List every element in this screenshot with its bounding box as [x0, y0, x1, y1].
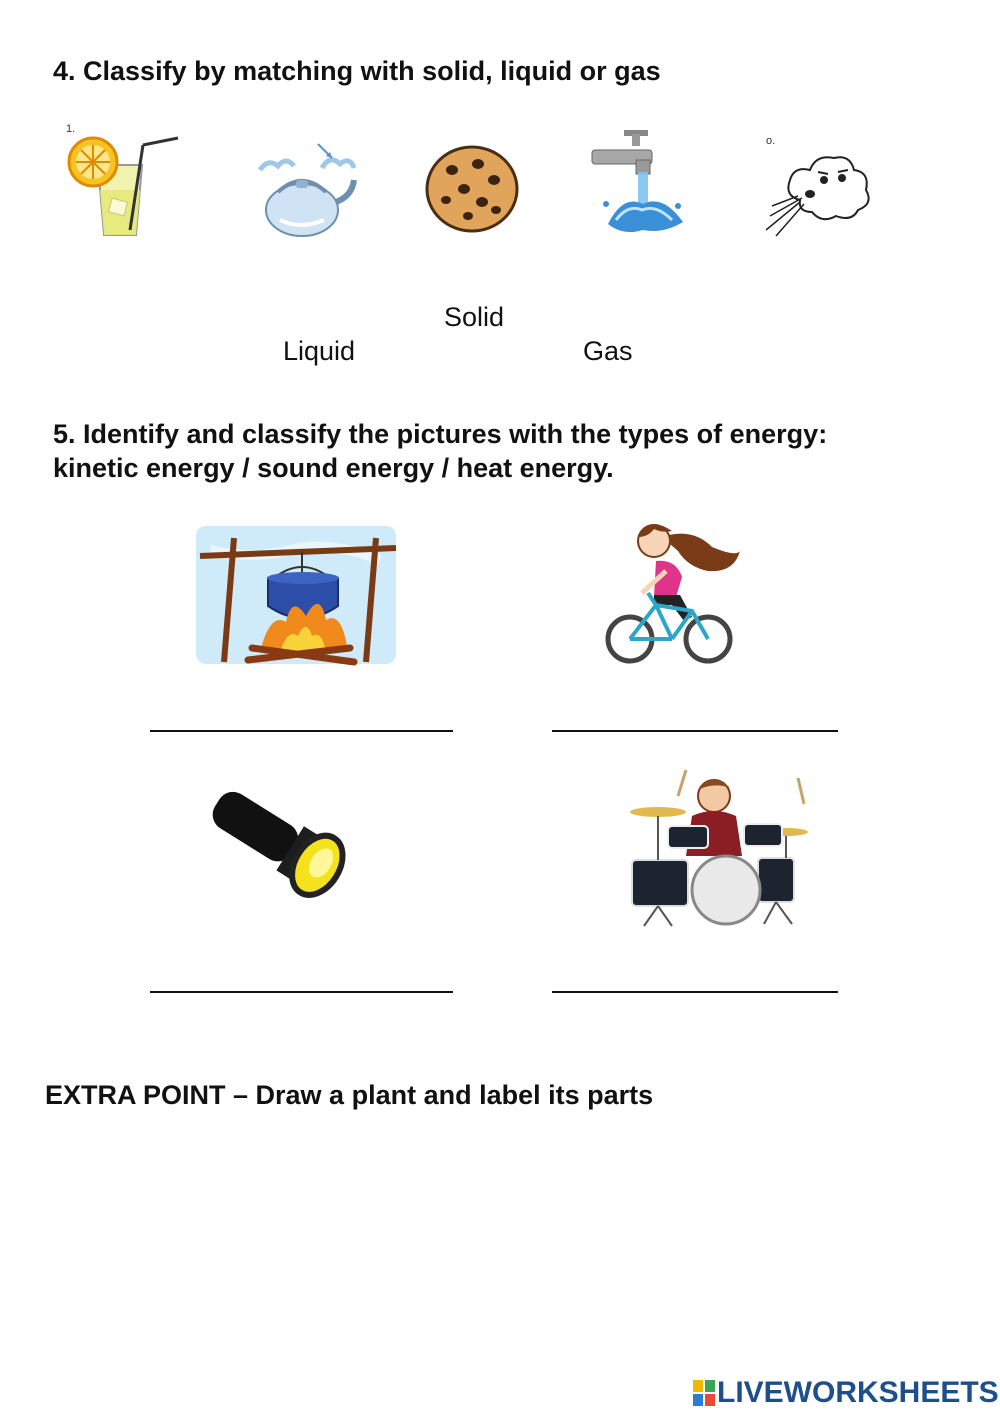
blowing-cloud-image — [762, 130, 882, 245]
campfire-pot-image — [190, 520, 402, 668]
word-liquid[interactable]: Liquid — [283, 336, 356, 366]
liveworksheets-logo-icon — [693, 1380, 715, 1406]
question-5-title-line-1: 5. Identify and classify the pictures with the types of energy: — [53, 419, 828, 449]
water-tap-image — [588, 124, 688, 239]
cookie-image — [424, 144, 520, 234]
question-4-title: 4. Classify by matching with solid, liquid or gas — [53, 56, 661, 86]
question-5-title-line-2: kinetic energy / sound energy / heat energy. — [53, 453, 614, 483]
word-gas[interactable]: Gas — [583, 336, 633, 366]
answer-input-drummer[interactable] — [552, 959, 838, 991]
flashlight-image — [200, 782, 365, 907]
item-small-mark: o. — [766, 135, 776, 147]
answer-line-campfire[interactable] — [150, 730, 453, 732]
steaming-kettle-image — [250, 140, 360, 240]
answer-line-drummer[interactable] — [552, 991, 838, 993]
item-number-mark: 1. — [66, 123, 76, 135]
word-solid[interactable]: Solid — [444, 302, 505, 332]
liveworksheets-text: LIVEWORKSHEETS — [717, 1376, 999, 1409]
drummer-image — [628, 766, 808, 932]
answer-line-cycling[interactable] — [552, 730, 838, 732]
answer-line-flashlight[interactable] — [150, 991, 453, 993]
answer-input-campfire[interactable] — [150, 698, 453, 730]
answer-input-flashlight[interactable] — [150, 959, 453, 991]
lemonade-glass-image — [60, 120, 185, 242]
girl-cycling-image — [604, 515, 744, 667]
answer-input-cycling[interactable] — [552, 698, 838, 730]
extra-point-title: EXTRA POINT – Draw a plant and label its parts — [45, 1080, 654, 1110]
liveworksheets-brand — [693, 1376, 999, 1410]
